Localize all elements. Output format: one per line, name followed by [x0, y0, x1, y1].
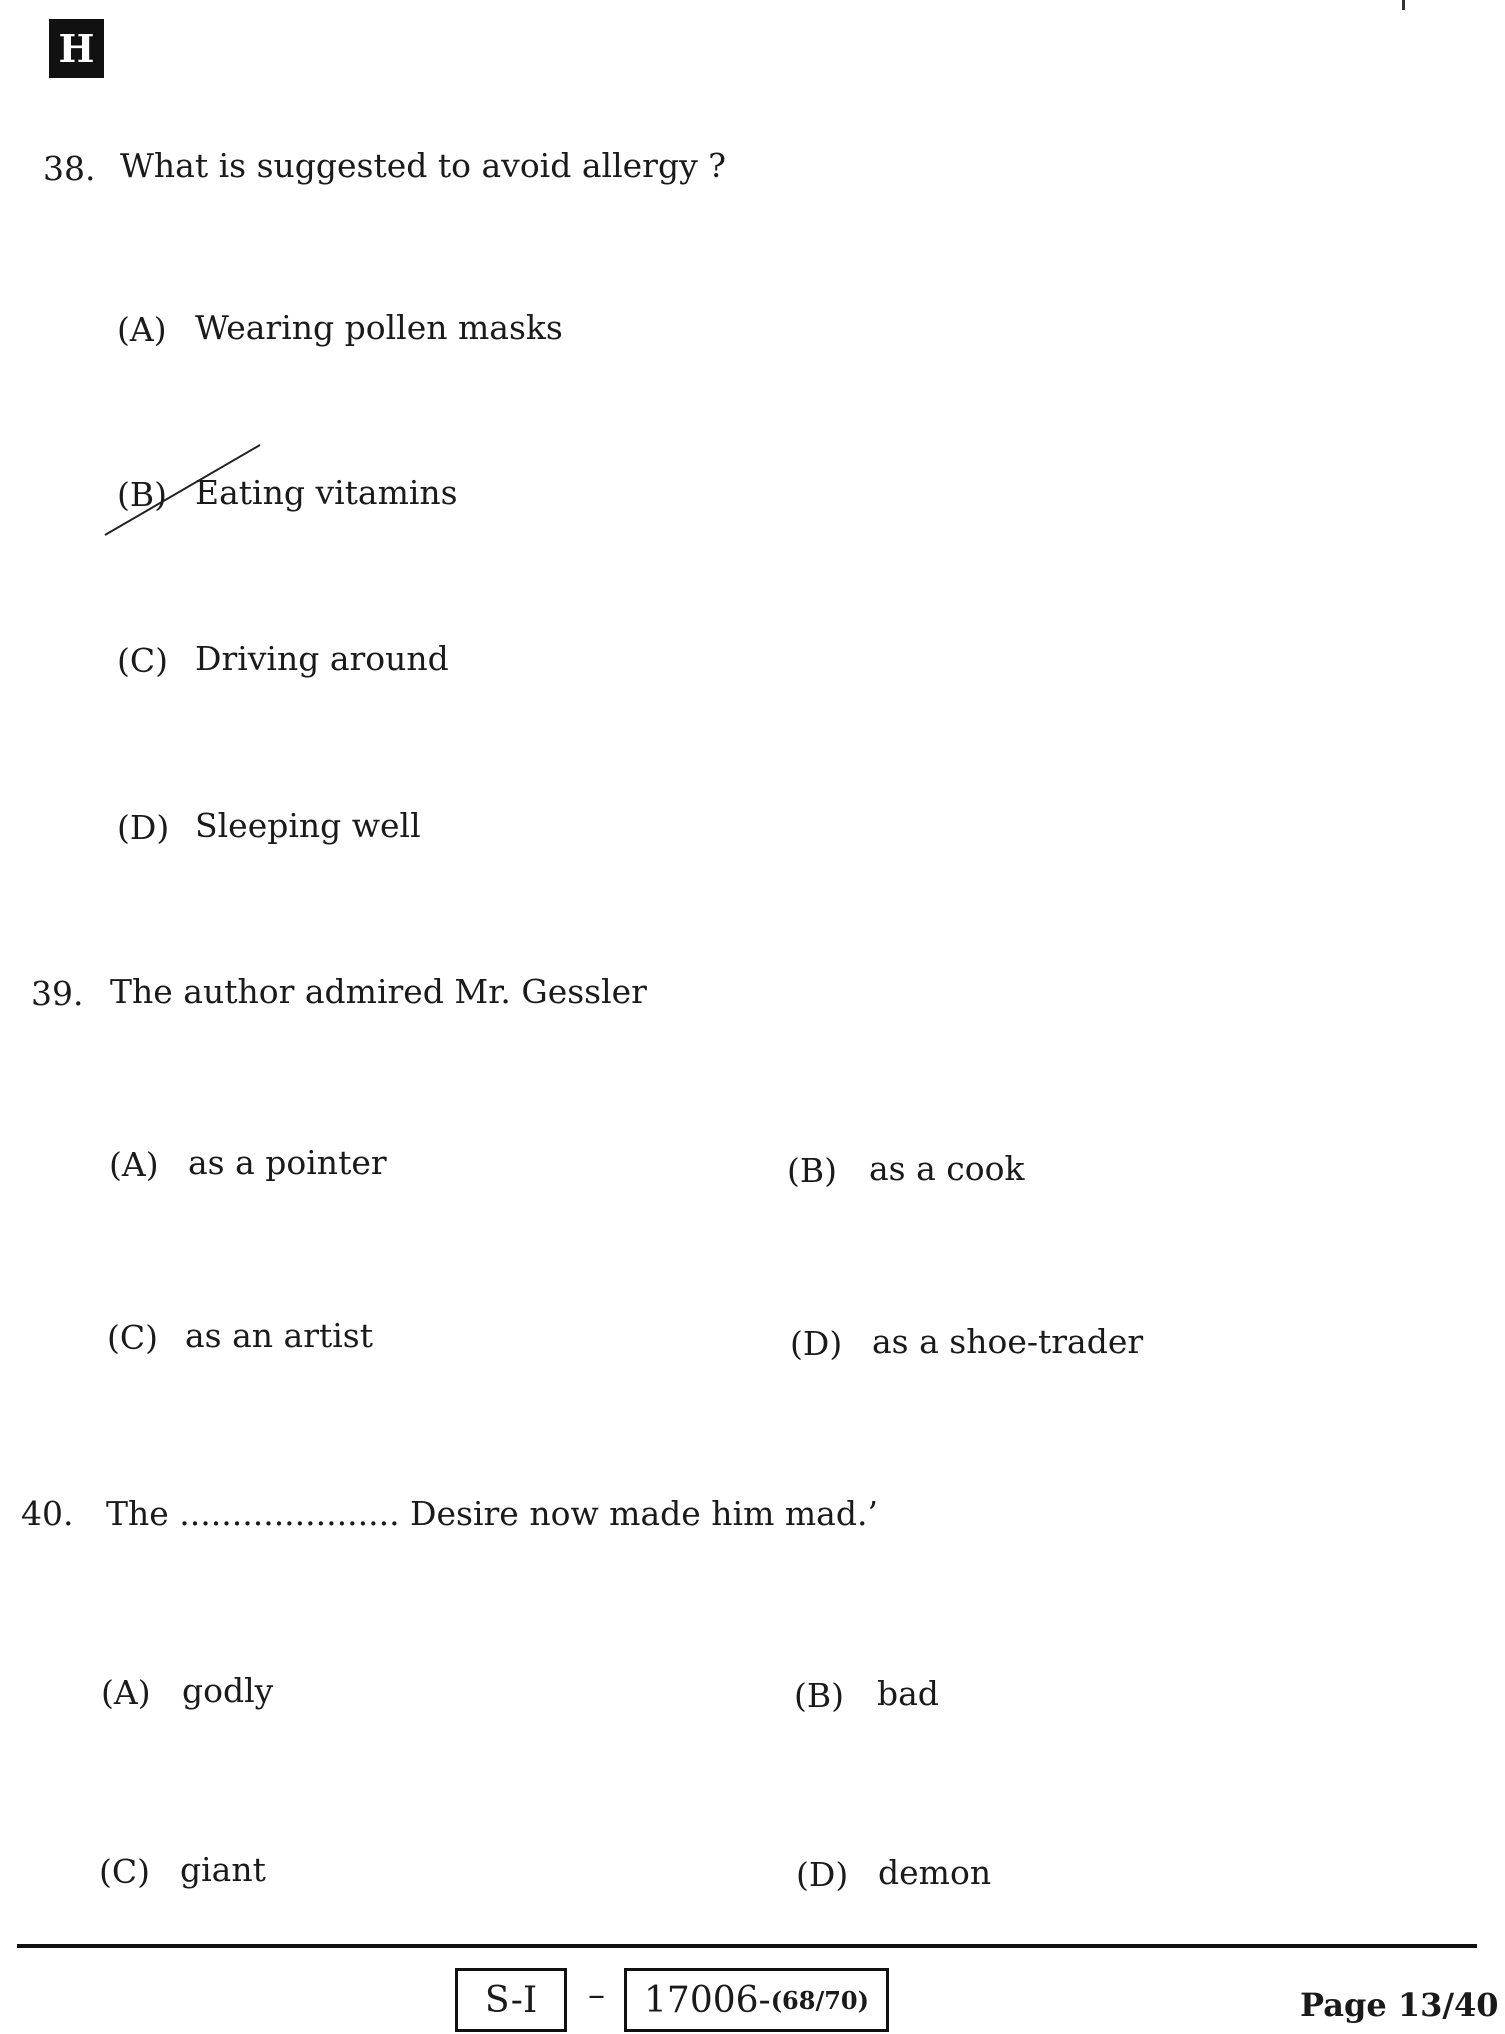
option-label: (C): [117, 641, 168, 680]
option-text: Sleeping well: [195, 806, 421, 845]
option-label: (C): [99, 1852, 150, 1891]
page-number: Page 13/40: [1300, 1986, 1499, 2024]
option-text: as a shoe-trader: [872, 1322, 1144, 1361]
option-text: godly: [182, 1671, 274, 1710]
option-label: (C): [107, 1318, 158, 1357]
pen-tick-mark: [100, 440, 265, 540]
option-label: (B): [117, 475, 167, 514]
option-text: as a pointer: [188, 1143, 387, 1182]
paper-code-box: [624, 1968, 889, 2032]
option-text: Wearing pollen masks: [195, 308, 563, 347]
option-label: (D): [117, 808, 170, 847]
question-text: The author admired Mr. Gessler: [110, 972, 647, 1011]
option-text: demon: [878, 1853, 992, 1892]
option-label: (A): [101, 1673, 151, 1712]
footer-dash: –: [588, 1975, 605, 2015]
question-text: The ..................... Desire now made him mad.’: [106, 1494, 878, 1533]
question-number: 38.: [43, 149, 96, 188]
paper-code-suffix: (68/70): [770, 1985, 869, 2015]
series-box: [455, 1968, 567, 2032]
option-label: (A): [117, 310, 167, 349]
option-text: giant: [180, 1850, 266, 1889]
option-label: (D): [796, 1855, 849, 1894]
series-code: S-I: [484, 1979, 538, 2021]
option-text: Driving around: [195, 639, 449, 678]
option-label: (B): [794, 1676, 844, 1715]
option-label: (D): [790, 1324, 843, 1363]
question-number: 40.: [21, 1494, 74, 1533]
question-text: What is suggested to avoid allergy ?: [120, 146, 726, 185]
paper-code: 17006-: [644, 1979, 771, 2021]
option-text: as a cook: [869, 1149, 1025, 1188]
footer-rule: [17, 1944, 1477, 1948]
option-label: (A): [109, 1145, 159, 1184]
scan-mark: [1402, 0, 1465, 10]
question-number: 39.: [31, 974, 84, 1013]
option-label: (B): [787, 1151, 837, 1190]
option-text: as an artist: [185, 1316, 373, 1355]
option-text: Eating vitamins: [195, 473, 458, 512]
option-text: bad: [877, 1674, 939, 1713]
section-badge: H: [49, 19, 104, 78]
